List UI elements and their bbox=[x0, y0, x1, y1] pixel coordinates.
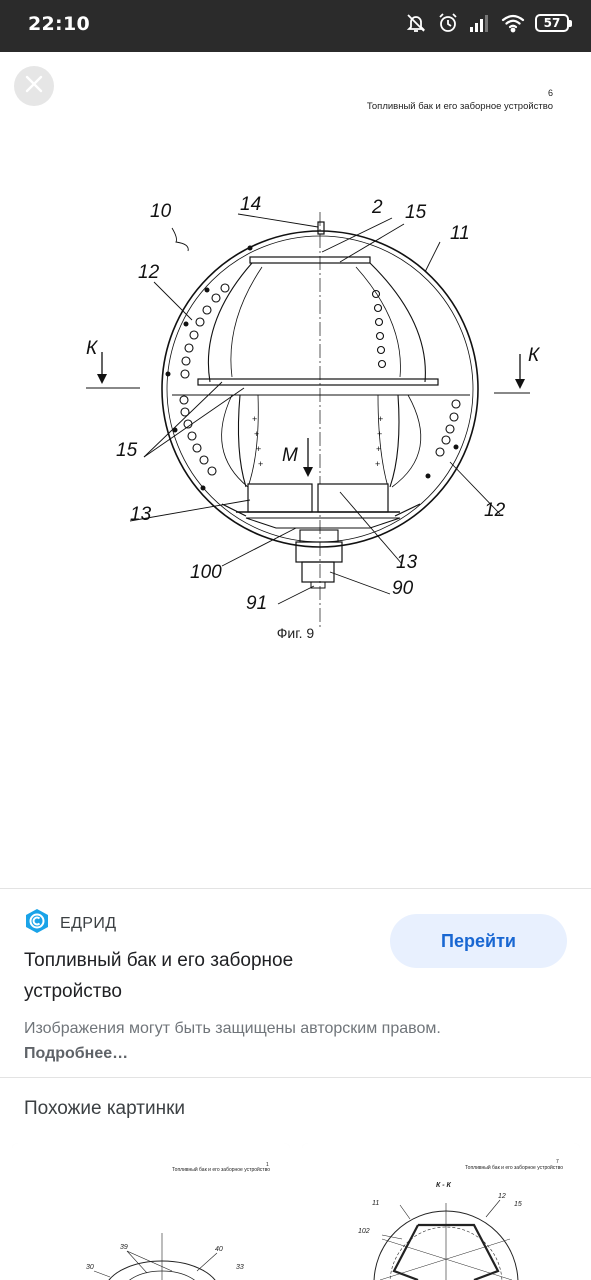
close-button[interactable] bbox=[14, 66, 54, 106]
alarm-icon bbox=[437, 12, 459, 34]
copyright-notice bbox=[24, 1016, 474, 1066]
wifi-icon bbox=[501, 13, 525, 33]
source-logo-icon bbox=[24, 908, 50, 939]
label-15-top: 15 bbox=[405, 202, 427, 223]
thumb-2-section: К - К bbox=[436, 1182, 451, 1189]
document-header: Топливный бак и его заборное устройство bbox=[366, 101, 553, 112]
thumb-2-label-11: 11 bbox=[372, 1200, 380, 1207]
svg-text:+: + bbox=[378, 414, 384, 424]
status-icons bbox=[405, 12, 569, 34]
thumb-2-header: Топливный бак и его заборное устройство bbox=[465, 1165, 563, 1171]
related-thumbnail-1[interactable] bbox=[12, 1143, 290, 1280]
svg-text:+: + bbox=[376, 444, 382, 454]
fuel-tank-drawing bbox=[0, 132, 591, 632]
label-91: 91 bbox=[246, 593, 268, 614]
thumb-1-label-33: 33 bbox=[236, 1264, 244, 1271]
document-page-number: 6 bbox=[547, 88, 553, 98]
related-heading: Похожие картинки bbox=[24, 1098, 185, 1119]
related-thumbnail-2[interactable] bbox=[302, 1143, 580, 1280]
label-k-right: К bbox=[528, 345, 540, 366]
svg-text:+: + bbox=[254, 429, 260, 439]
thumb-2-label-15: 15 bbox=[514, 1201, 522, 1208]
thumb-1-label-30: 30 bbox=[86, 1264, 94, 1271]
svg-text:+: + bbox=[252, 414, 258, 424]
divider-top bbox=[0, 888, 591, 889]
battery-icon bbox=[535, 14, 569, 32]
source-row[interactable] bbox=[24, 908, 117, 939]
copyright-text: Изображения могут быть защищены авторским правом. bbox=[24, 1020, 441, 1037]
more-link[interactable]: Подробнее… bbox=[24, 1045, 129, 1062]
thumb-1-label-39: 39 bbox=[120, 1244, 128, 1251]
label-13-left: 13 bbox=[130, 504, 152, 525]
thumb-1-header: Топливный бак и его заборное устройство bbox=[172, 1167, 270, 1173]
label-k-left: К bbox=[86, 338, 98, 359]
thumb-2-label-12: 12 bbox=[498, 1193, 506, 1200]
divider-bottom bbox=[0, 1077, 591, 1078]
thumb-2-label-102: 102 bbox=[358, 1228, 370, 1235]
signal-icon bbox=[469, 13, 491, 33]
thumb-2-page: 7 bbox=[556, 1159, 559, 1165]
svg-text:+: + bbox=[256, 444, 262, 454]
label-11: 11 bbox=[450, 223, 470, 244]
status-bar bbox=[0, 0, 591, 52]
label-13-right: 13 bbox=[396, 552, 418, 573]
label-12-left: 12 bbox=[138, 262, 160, 283]
go-button[interactable]: Перейти bbox=[390, 914, 567, 968]
thumb-1-label-40: 40 bbox=[215, 1246, 223, 1253]
label-2: 2 bbox=[372, 197, 383, 218]
image-viewer[interactable] bbox=[0, 52, 591, 888]
status-time: 22:10 bbox=[28, 13, 90, 35]
label-10: 10 bbox=[150, 201, 172, 222]
label-100: 100 bbox=[190, 562, 222, 583]
label-12-right: 12 bbox=[484, 500, 506, 521]
label-15-left: 15 bbox=[116, 440, 138, 461]
svg-text:+: + bbox=[375, 459, 381, 469]
label-14: 14 bbox=[240, 194, 262, 215]
svg-text:+: + bbox=[258, 459, 264, 469]
mute-icon bbox=[405, 12, 427, 34]
battery-level: 57 bbox=[543, 16, 561, 30]
label-m: М bbox=[282, 445, 298, 466]
svg-text:+: + bbox=[377, 429, 383, 439]
source-name: ЕДРИД bbox=[60, 914, 117, 932]
thumb-1-page: 1 bbox=[266, 1162, 269, 1168]
label-90: 90 bbox=[392, 578, 414, 599]
close-icon[interactable] bbox=[24, 74, 44, 99]
result-title[interactable]: Топливный бак и его заборное устройство bbox=[24, 950, 294, 1002]
figure-caption: Фиг. 9 bbox=[276, 625, 315, 641]
